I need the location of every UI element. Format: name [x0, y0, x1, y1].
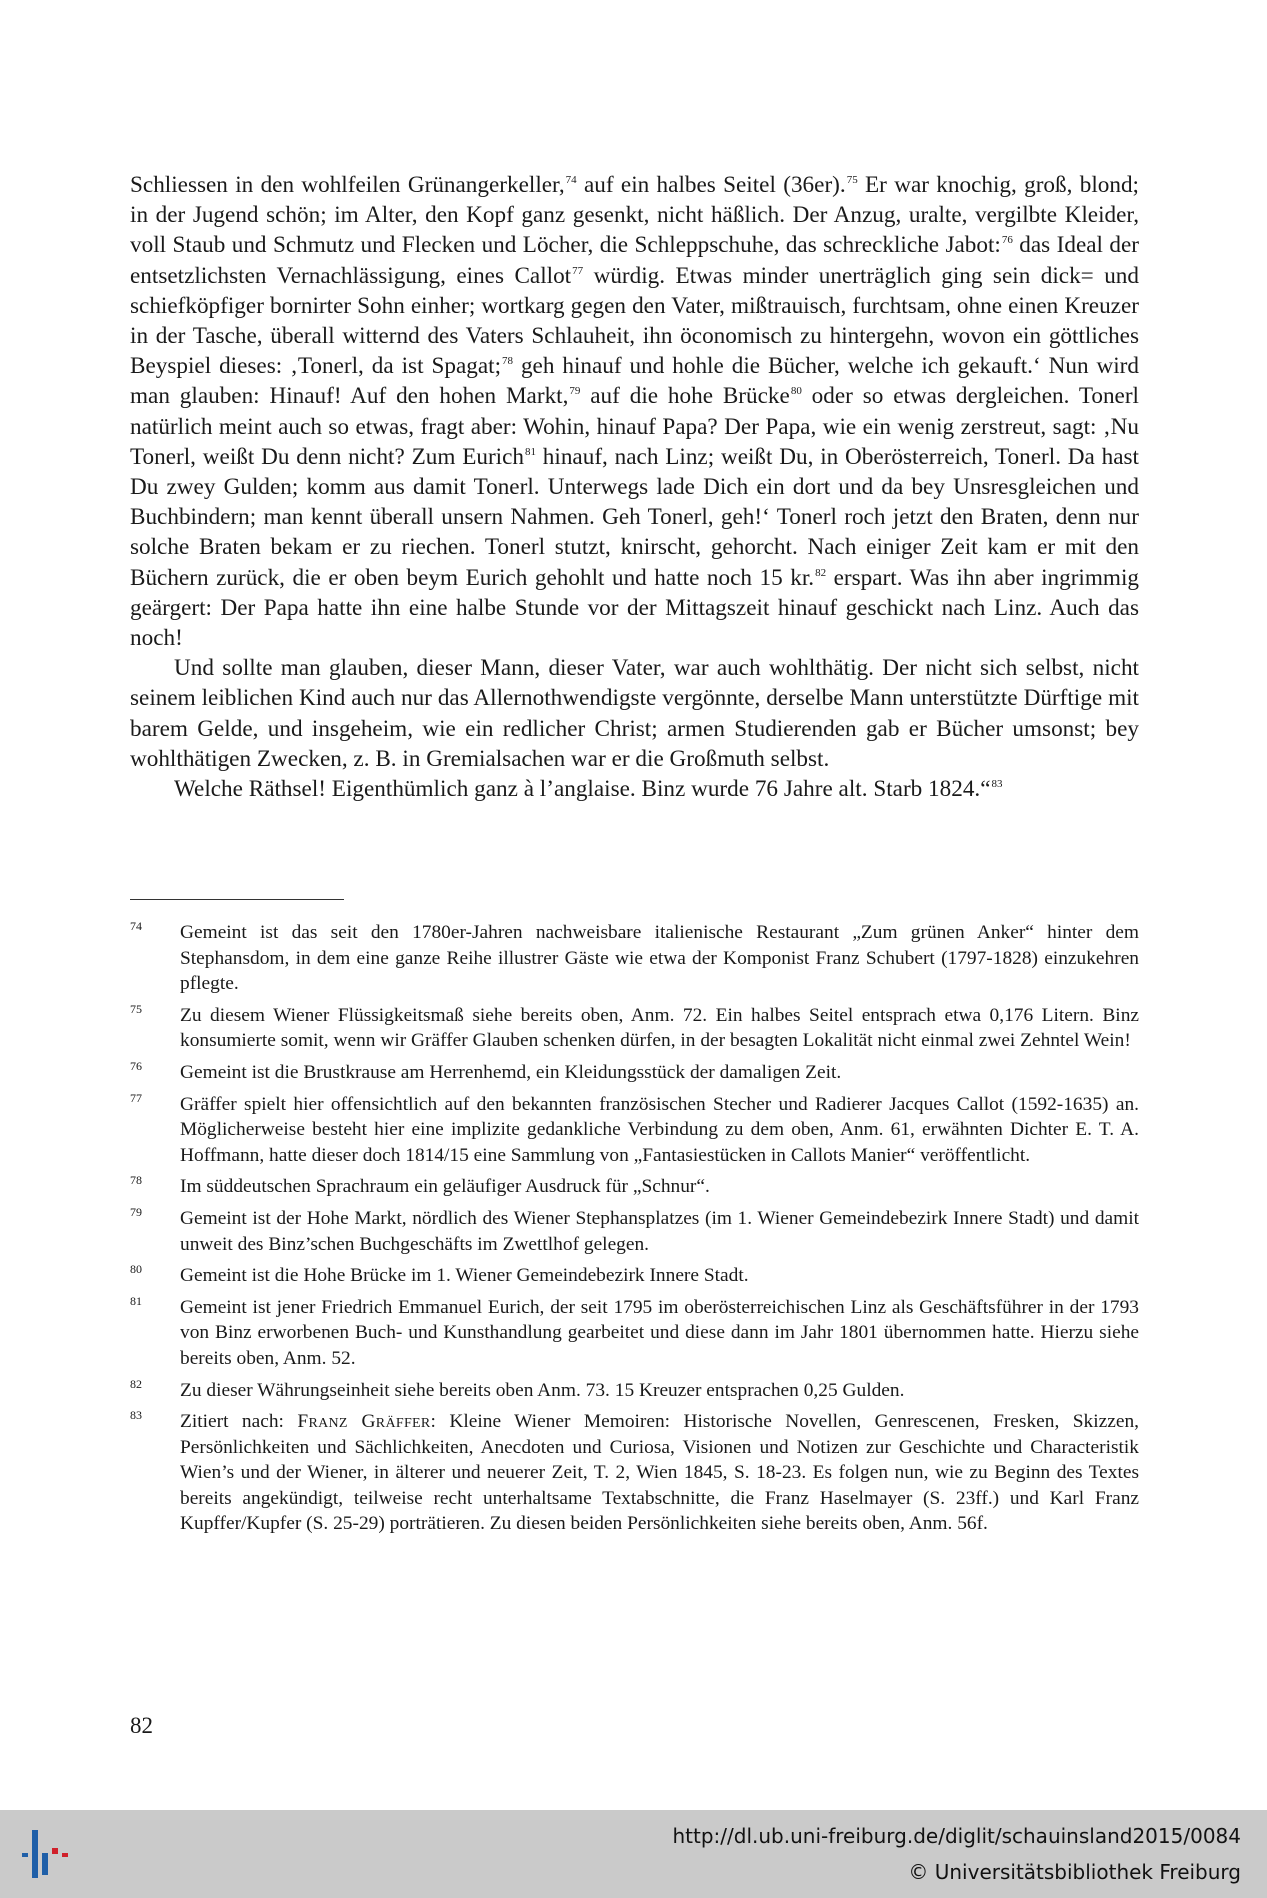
paragraph-3-text: Welche Räthsel! Eigenthümlich ganz à l’anglaise. Binz wurde 76 Jahre alt. Starb 1824.“: [174, 776, 991, 803]
footnote-77: [130, 1092, 1139, 1169]
footnote-number: 83: [130, 1408, 142, 1423]
footnote-ref[interactable]: 81: [525, 445, 536, 458]
footnote-number: 81: [130, 1293, 142, 1308]
footnote-80: [130, 1263, 1139, 1289]
footnote-text: Zu diesem Wiener Flüssigkeitsmaß siehe bereits oben, Anm. 72. Ein halbes Seitel entsprach etwa 0,176 Litern. Binz konsumierte somit, wenn wir Gräffer Glauben schenken dürfen, in der besagten Lokalität nicht einmal zwei Zehntel Wein!: [180, 1004, 1139, 1052]
footnote-ref[interactable]: 77: [572, 264, 584, 277]
footnote-number: 77: [130, 1090, 142, 1105]
source-url-link[interactable]: http://dl.ub.uni-freiburg.de/diglit/schauinsland2015/0084: [672, 1824, 1241, 1848]
footnote-text: Zu dieser Währungseinheit siehe bereits oben Anm. 73. 15 Kreuzer entsprachen 0,25 Gulden.: [180, 1379, 905, 1401]
footer-bar: [0, 1810, 1267, 1898]
footnote-ref[interactable]: 80: [790, 385, 802, 398]
footnote-83: [130, 1409, 1139, 1537]
footnote-text: Im süddeutschen Sprachraum ein geläufiger Ausdruck für „Schnur“.: [180, 1176, 710, 1198]
footnote-ref[interactable]: 74: [565, 174, 577, 186]
footnote-81: [130, 1295, 1139, 1372]
ub-freiburg-logo-icon: [12, 1820, 82, 1890]
copyright-text: © Universitätsbibliothek Freiburg: [908, 1860, 1241, 1884]
main-text: [130, 170, 1139, 804]
paragraph-2: Und sollte man glauben, dieser Mann, dieser Vater, war auch wohlthätig. Der nicht sich selbst, nicht seinem leiblichen Kind auch nur das Allernothwendigste vergönnte, derselbe Mann unterstützte Dürftige mit barem Gelde, und insgeheim, wie ein redlicher Christ; armen Studierenden gab er Bücher umsonst; bey wohlthätigen Zwecken, z. B. in Gremialsachen war er die Großmuth selbst.: [130, 655, 1139, 772]
footnote-ref[interactable]: 82: [815, 566, 827, 579]
footnote-text: Gemeint ist die Hohe Brücke im 1. Wiener Gemeindebezirk Innere Stadt.: [180, 1265, 749, 1287]
text-segment: auf die hohe Brücke: [580, 383, 790, 410]
text-segment: Schliessen in den wohlfeilen Grünangerkeller,: [130, 172, 565, 198]
footnotes: [130, 920, 1139, 1543]
text-segment: auf ein halbes Seitel (36er).: [576, 172, 846, 198]
footnote-74: [130, 920, 1139, 997]
footnote-author: Franz Gräffer: [297, 1411, 431, 1433]
text-segment: hinauf, nach Linz; weißt Du, in Oberösterreich, Tonerl. Da hast Du zwey Gulden; komm aus damit Tonerl. Unterwegs lade Dich ein dort und da bey Unsresgleichen und Buchbindern; man kennt überall unsern Nahmen. Geh Tonerl, geh!‘ Tonerl roch jetzt den Braten, denn nur solche Braten bekam er zu riechen. Tonerl stutzt, knirscht, gehorcht. Nach einiger Zeit kam er mit den Büchern zurück, die er oben beym Eurich gehohlt und hatte noch 15 kr.: [130, 443, 1139, 591]
paragraph-3: [130, 774, 1139, 804]
footnote-number: 79: [130, 1204, 142, 1219]
footnote-prefix: Zitiert nach:: [180, 1411, 298, 1433]
footnote-76: [130, 1060, 1139, 1086]
text-segment: oder so etwas dergleichen. Tonerl natürlich meint auch so etwas, fragt aber: Wohin, hinauf Papa? Der Papa, wie ein wenig zerstreut, sagt: ‚Nu Tonerl, weißt Du denn nicht? Zum Eurich: [130, 383, 1140, 470]
text-segment: erspart. Was ihn aber ingrimmig geärgert: Der Papa hatte ihn eine halbe Stunde vor der Mittagszeit hinauf geschickt nach Linz. Auch das noch!: [130, 564, 1139, 652]
footnote-number: 75: [130, 1001, 142, 1016]
footnote-82: [130, 1378, 1139, 1404]
footnote-number: 78: [130, 1173, 142, 1188]
paragraph-1: [130, 170, 1139, 653]
footnote-number: 80: [130, 1262, 142, 1277]
footnote-number: 82: [130, 1376, 142, 1391]
footnote-text: Gemeint ist der Hohe Markt, nördlich des Wiener Stephansplatzes (im 1. Wiener Gemeindebezirk Innere Stadt) und damit unweit des Binz’schen Buchgeschäfts im Zwettlhof gelegen.: [180, 1207, 1139, 1255]
page-number: 82: [130, 1713, 153, 1738]
text-segment: geh hinauf und hohle die Bücher, welche ich gekauft.‘ Nun wird man glauben: Hinauf! Auf den hohen Markt,: [130, 353, 1139, 410]
footnote-text: : Kleine Wiener Memoiren: Historische Novellen, Genrescenen, Fresken, Skizzen, Persönlichkeiten und Sächlichkeiten, Anecdoten und Curiosa, Visionen und Notizen zur Geschichte und Characteristik Wien’s und der Wiener, in älterer und neuerer Zeit, T. 2, Wien 1845, S. 18-23. Es folgen nun, wie zu Beginn des Textes bereits angekündigt, teilweise recht unterhaltsame Textabschnitte, die Franz Haselmayer (S. 23ff.) und Karl Franz Kupffer/Kupfer (S. 25-29) porträtieren. Zu diesen beiden Persönlichkeiten siehe bereits oben, Anm. 56f.: [180, 1411, 1139, 1535]
footnote-number: 74: [130, 919, 142, 933]
footnote-text: Gräffer spielt hier offensichtlich auf den bekannten französischen Stecher und Radierer Jacques Callot (1592-1635) an. Möglicherweise besteht hier eine implizite gedankliche Verbindung zu dem oben, Anm. 61, erwähnten Dichter E. T. A. Hoffmann, hatte dieser doch 1814/15 eine Sammlung von „Fantasiestücken in Callots Manier“ veröffentlicht.: [180, 1093, 1139, 1166]
text-segment: Er war knochig, groß, blond; in der Jugend schön; im Alter, den Kopf ganz gesenkt, nicht häßlich. Der Anzug, uralte, vergilbte Kleider, voll Staub und Schmutz und Flecken und Löcher, die Schleppschuhe, das schreckliche Jabot:: [130, 172, 1139, 259]
text-segment: das Ideal der entsetzlichsten Vernachlässigung, eines Callot: [130, 232, 1140, 289]
footnote-number: 76: [130, 1058, 142, 1073]
text-segment: würdig. Etwas minder unerträglich ging sein dick= und schiefköpfiger bornirter Sohn einher; wortkarg gegen den Vater, mißtrauisch, furchtsam, ohne einen Kreuzer in der Tasche, überall witternd des Vaters Schlauheit, ihn öconomisch zu hintergehn, wovon ein göttliches Beyspiel dieses: ‚Tonerl, da ist Spagat;: [130, 262, 1139, 380]
footnote-ref[interactable]: 75: [846, 174, 858, 186]
footnote-ref[interactable]: 76: [1001, 234, 1013, 247]
footnote-ref[interactable]: 78: [502, 355, 514, 368]
footnote-text: Gemeint ist das seit den 1780er-Jahren nachweisbare italienische Restaurant „Zum grünen Anker“ hinter dem Stephansdom, in dem eine ganze Reihe illustrer Gäste wie etwa der Komponist Franz Schubert (1797-1828) einzukehren pflegte.: [180, 922, 1139, 995]
footnote-text: Gemeint ist die Brustkrause am Herrenhemd, ein Kleidungsstück der damaligen Zeit.: [180, 1061, 842, 1083]
footnote-75: [130, 1003, 1139, 1054]
footnote-separator: [130, 899, 344, 900]
footnote-ref[interactable]: 79: [569, 385, 581, 398]
footnote-78: [130, 1174, 1139, 1200]
footnote-ref[interactable]: 83: [991, 778, 1003, 791]
footnote-text: Gemeint ist jener Friedrich Emmanuel Eurich, der seit 1795 im oberösterreichischen Linz als Geschäftsführer in der 1793 von Binz erworbenen Buch- und Kunsthandlung gearbeitet und diese dann im Jahr 1801 übernommen hatte. Hierzu siehe bereits oben, Anm. 52.: [180, 1296, 1139, 1369]
footnote-79: [130, 1206, 1139, 1257]
